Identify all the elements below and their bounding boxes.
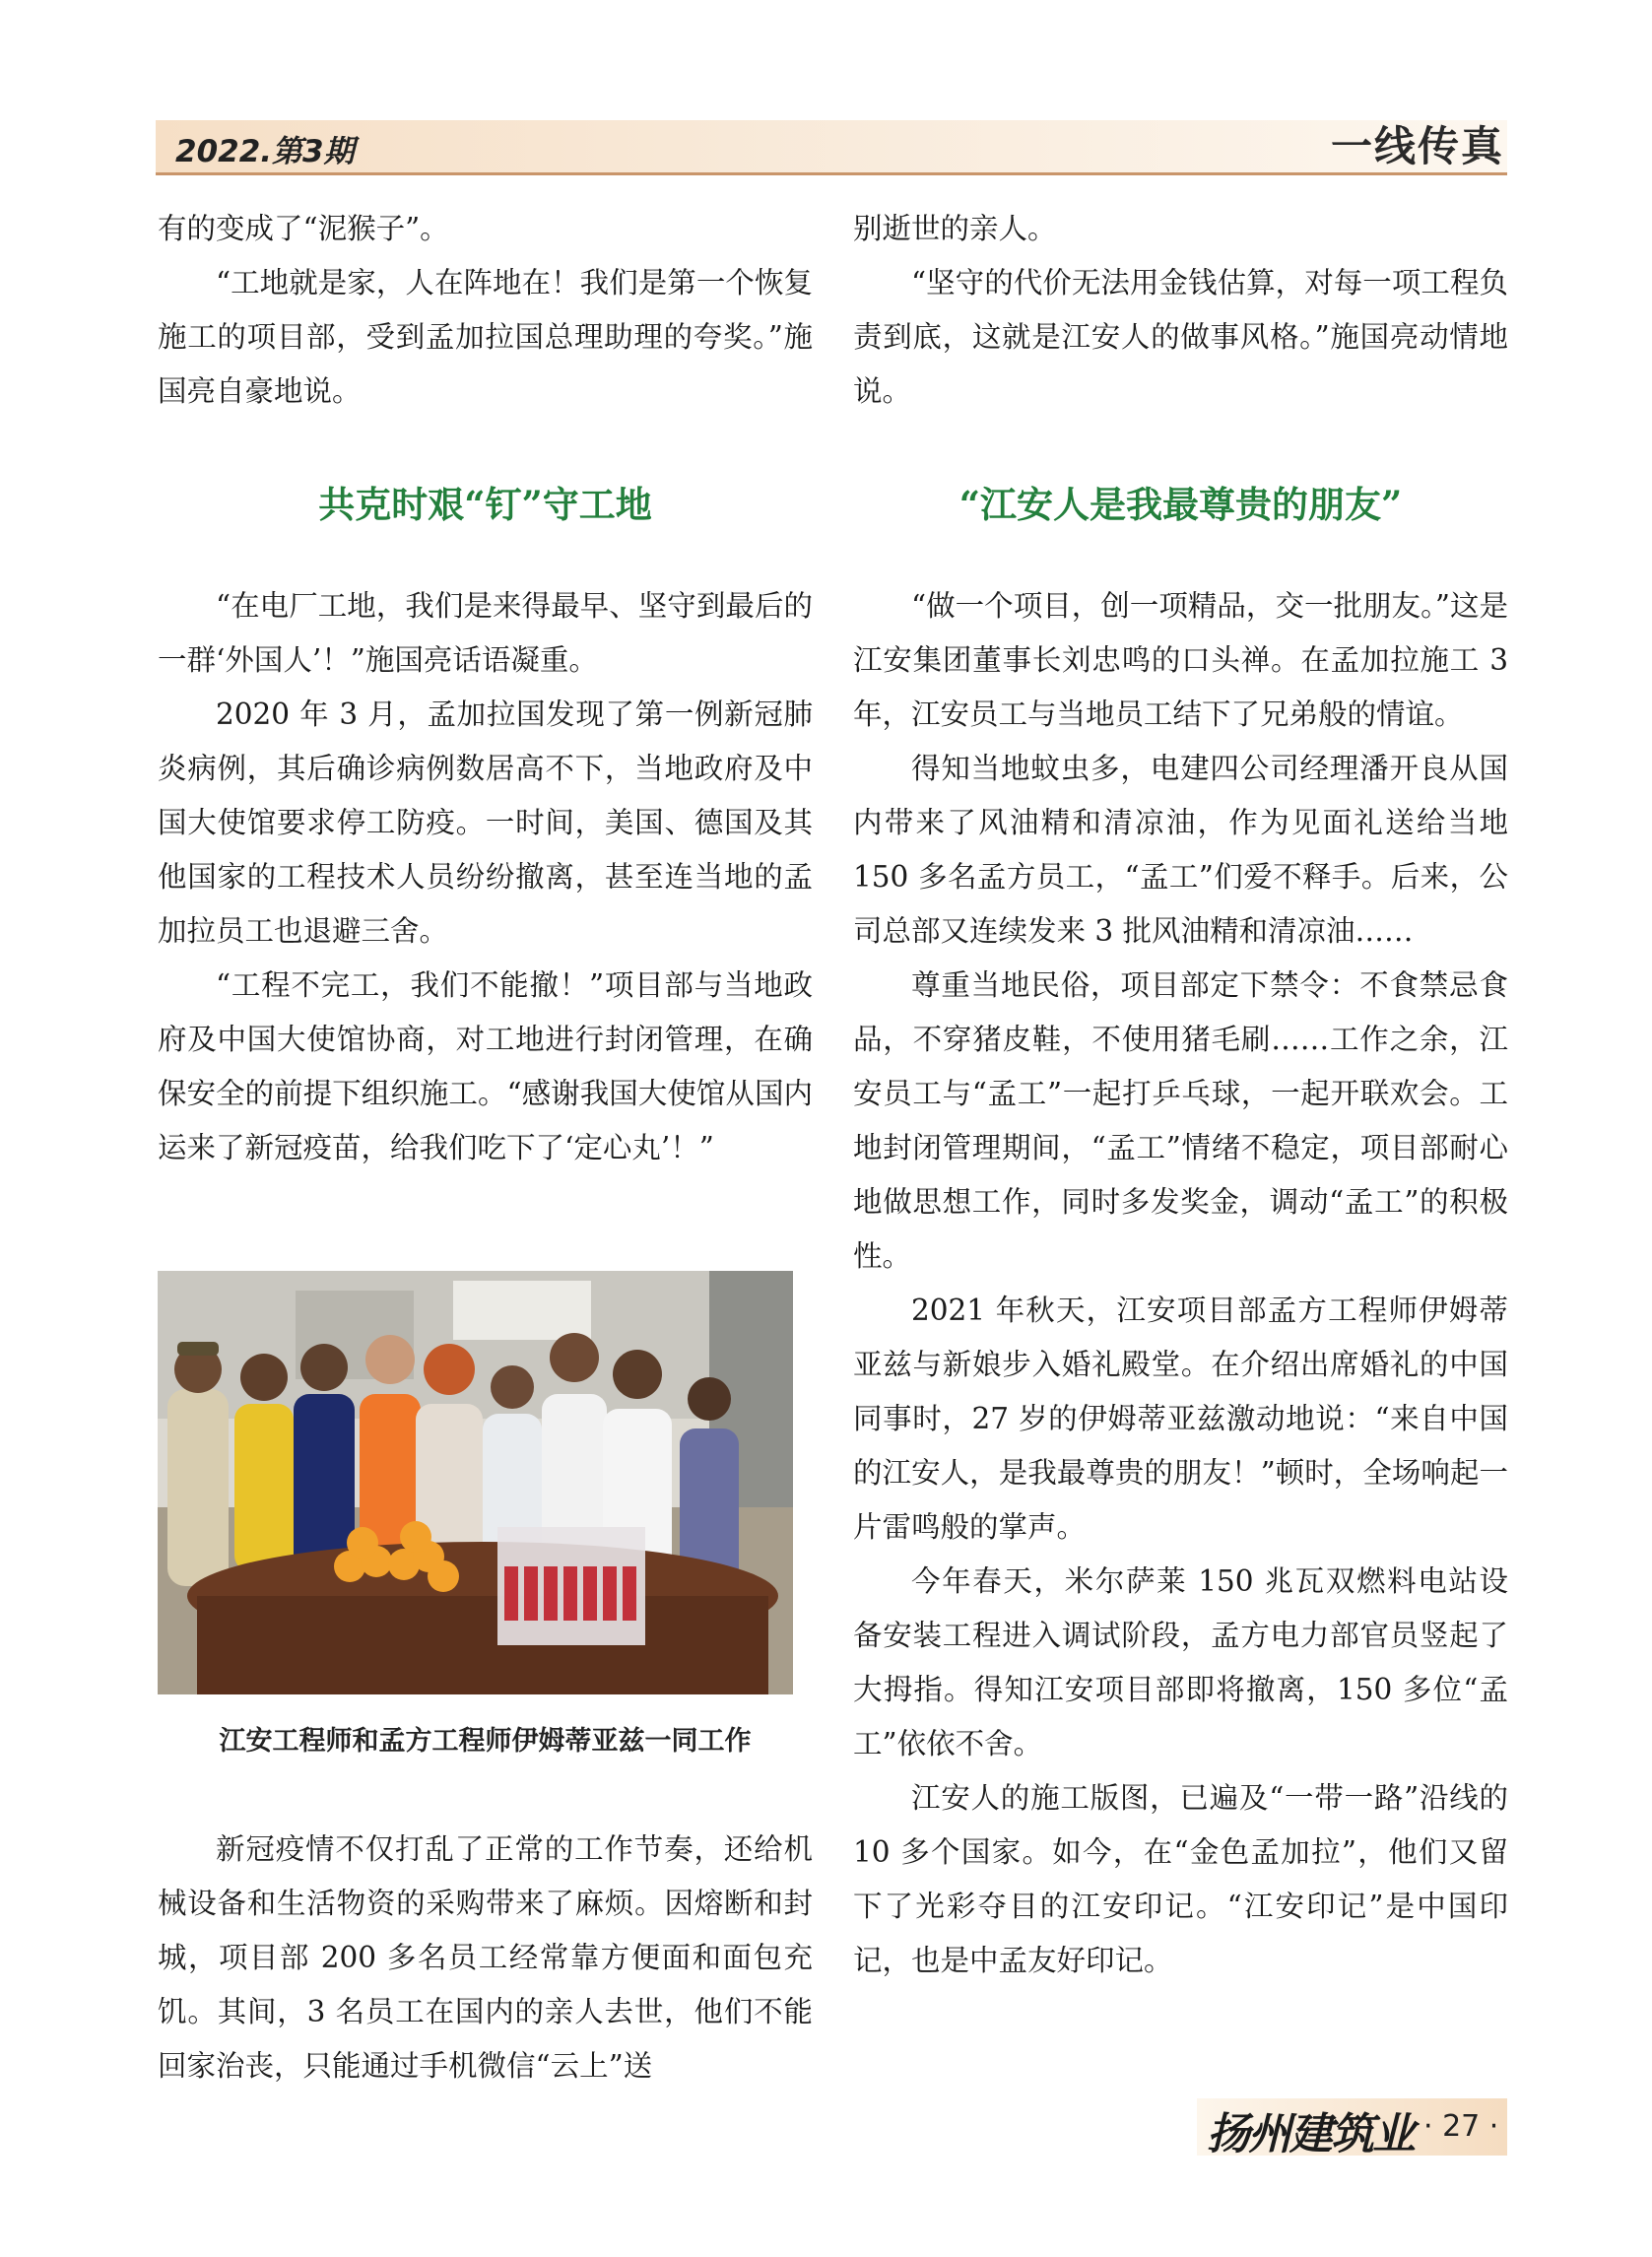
paragraph: 得知当地蚊虫多，电建四公司经理潘开良从国内带来了风油精和清凉油，作为见面礼送给当地 150 多名孟方员工，“孟工”们爱不释手。后来，公司总部又连续发来 3 批风油精和清凉油…… <box>853 752 1508 948</box>
paragraph: “在电厂工地，我们是来得最早、坚守到最后的一群‘外国人’！”施国亮话语凝重。 <box>158 589 813 677</box>
paragraph: “工地就是家，人在阵地在！我们是第一个恢复施工的项目部，受到孟加拉国总理助理的夸奖。”施国亮自豪地说。 <box>158 266 813 408</box>
paragraph: 别逝世的亲人。 <box>853 212 1057 245</box>
left-body-text <box>158 579 813 1175</box>
paragraph: 2020 年 3 月，孟加拉国发现了第一例新冠肺炎病例，其后确诊病例数居高不下，当地政府及中国大使馆要求停工防疫。一时间，美国、德国及其他国家的工程技术人员纷纷撤离，甚至连当地的孟加拉员工也退避三舍。 <box>158 697 813 948</box>
paragraph: 尊重当地民俗，项目部定下禁令：不食禁忌食品，不穿猪皮鞋，不使用猪毛刷……工作之余，江安员工与“孟工”一起打乒乓球，一起开联欢会。工地封闭管理期间，“孟工”情绪不稳定，项目部耐心地做思想工作，同时多发奖金，调动“孟工”的积极性。 <box>853 968 1508 1273</box>
paragraph: 江安人的施工版图，已遍及“一带一路”沿线的 10 多个国家。如今，在“金色孟加拉”，他们又留下了光彩夺目的江安印记。“江安印记”是中国印记，也是中孟友好印记。 <box>853 1781 1508 1977</box>
right-top-text <box>853 202 1508 419</box>
paragraph: “做一个项目，创一项精品，交一批朋友。”这是江安集团董事长刘忠鸣的口头禅。在孟加拉施工 3 年，江安员工与当地员工结下了兄弟般的情谊。 <box>853 589 1508 731</box>
paragraph: 新冠疫情不仅打乱了正常的工作节奏，还给机械设备和生活物资的采购带来了麻烦。因熔断和封城，项目部 200 多名员工经常靠方便面和面包充饥。其间，3 名员工在国内的亲人去世，他们不能回家治丧，只能通过手机微信“云上”送 <box>158 1832 813 2083</box>
right-section-heading: “江安人是我最尊贵的朋友” <box>958 483 1403 526</box>
magazine-logo: 扬州建筑业 <box>1207 2109 1414 2159</box>
left-bottom-text <box>158 1823 813 2093</box>
page-number: · 27 · <box>1423 2109 1499 2144</box>
section-title: 一线传真 <box>1330 122 1504 170</box>
header-band <box>156 120 1507 174</box>
left-section-heading: 共克时艰“钉”守工地 <box>318 483 652 526</box>
photo-caption: 江安工程师和孟方工程师伊姆蒂亚兹一同工作 <box>219 1726 752 1757</box>
header-rule <box>156 172 1507 175</box>
paragraph: 2021 年秋天，江安项目部孟方工程师伊姆蒂亚兹与新娘步入婚礼殿堂。在介绍出席婚礼的中国同事时，27 岁的伊姆蒂亚兹激动地说：“来自中国的江安人，是我最尊贵的朋友！”顿时，全场响起一片雷鸣般的掌声。 <box>853 1294 1508 1544</box>
left-top-text <box>158 202 813 419</box>
paragraph: “坚守的代价无法用金钱估算，对每一项工程负责到底，这就是江安人的做事风格。”施国亮动情地说。 <box>853 266 1508 408</box>
issue-number: 2022.第3期 <box>175 134 355 169</box>
paragraph: “工程不完工，我们不能撤！”项目部与当地政府及中国大使馆协商，对工地进行封闭管理，在确保安全的前提下组织施工。“感谢我国大使馆从国内运来了新冠疫苗，给我们吃下了‘定心丸’！” <box>158 968 813 1164</box>
group-photo <box>158 1271 793 1694</box>
paragraph: 有的变成了“泥猴子”。 <box>158 212 449 245</box>
right-body-text <box>853 579 1508 1988</box>
paragraph: 今年春天，米尔萨莱 150 兆瓦双燃料电站设备安装工程进入调试阶段，孟方电力部官员竖起了大拇指。得知江安项目部即将撤离，150 多位“孟工”依依不舍。 <box>853 1564 1508 1760</box>
